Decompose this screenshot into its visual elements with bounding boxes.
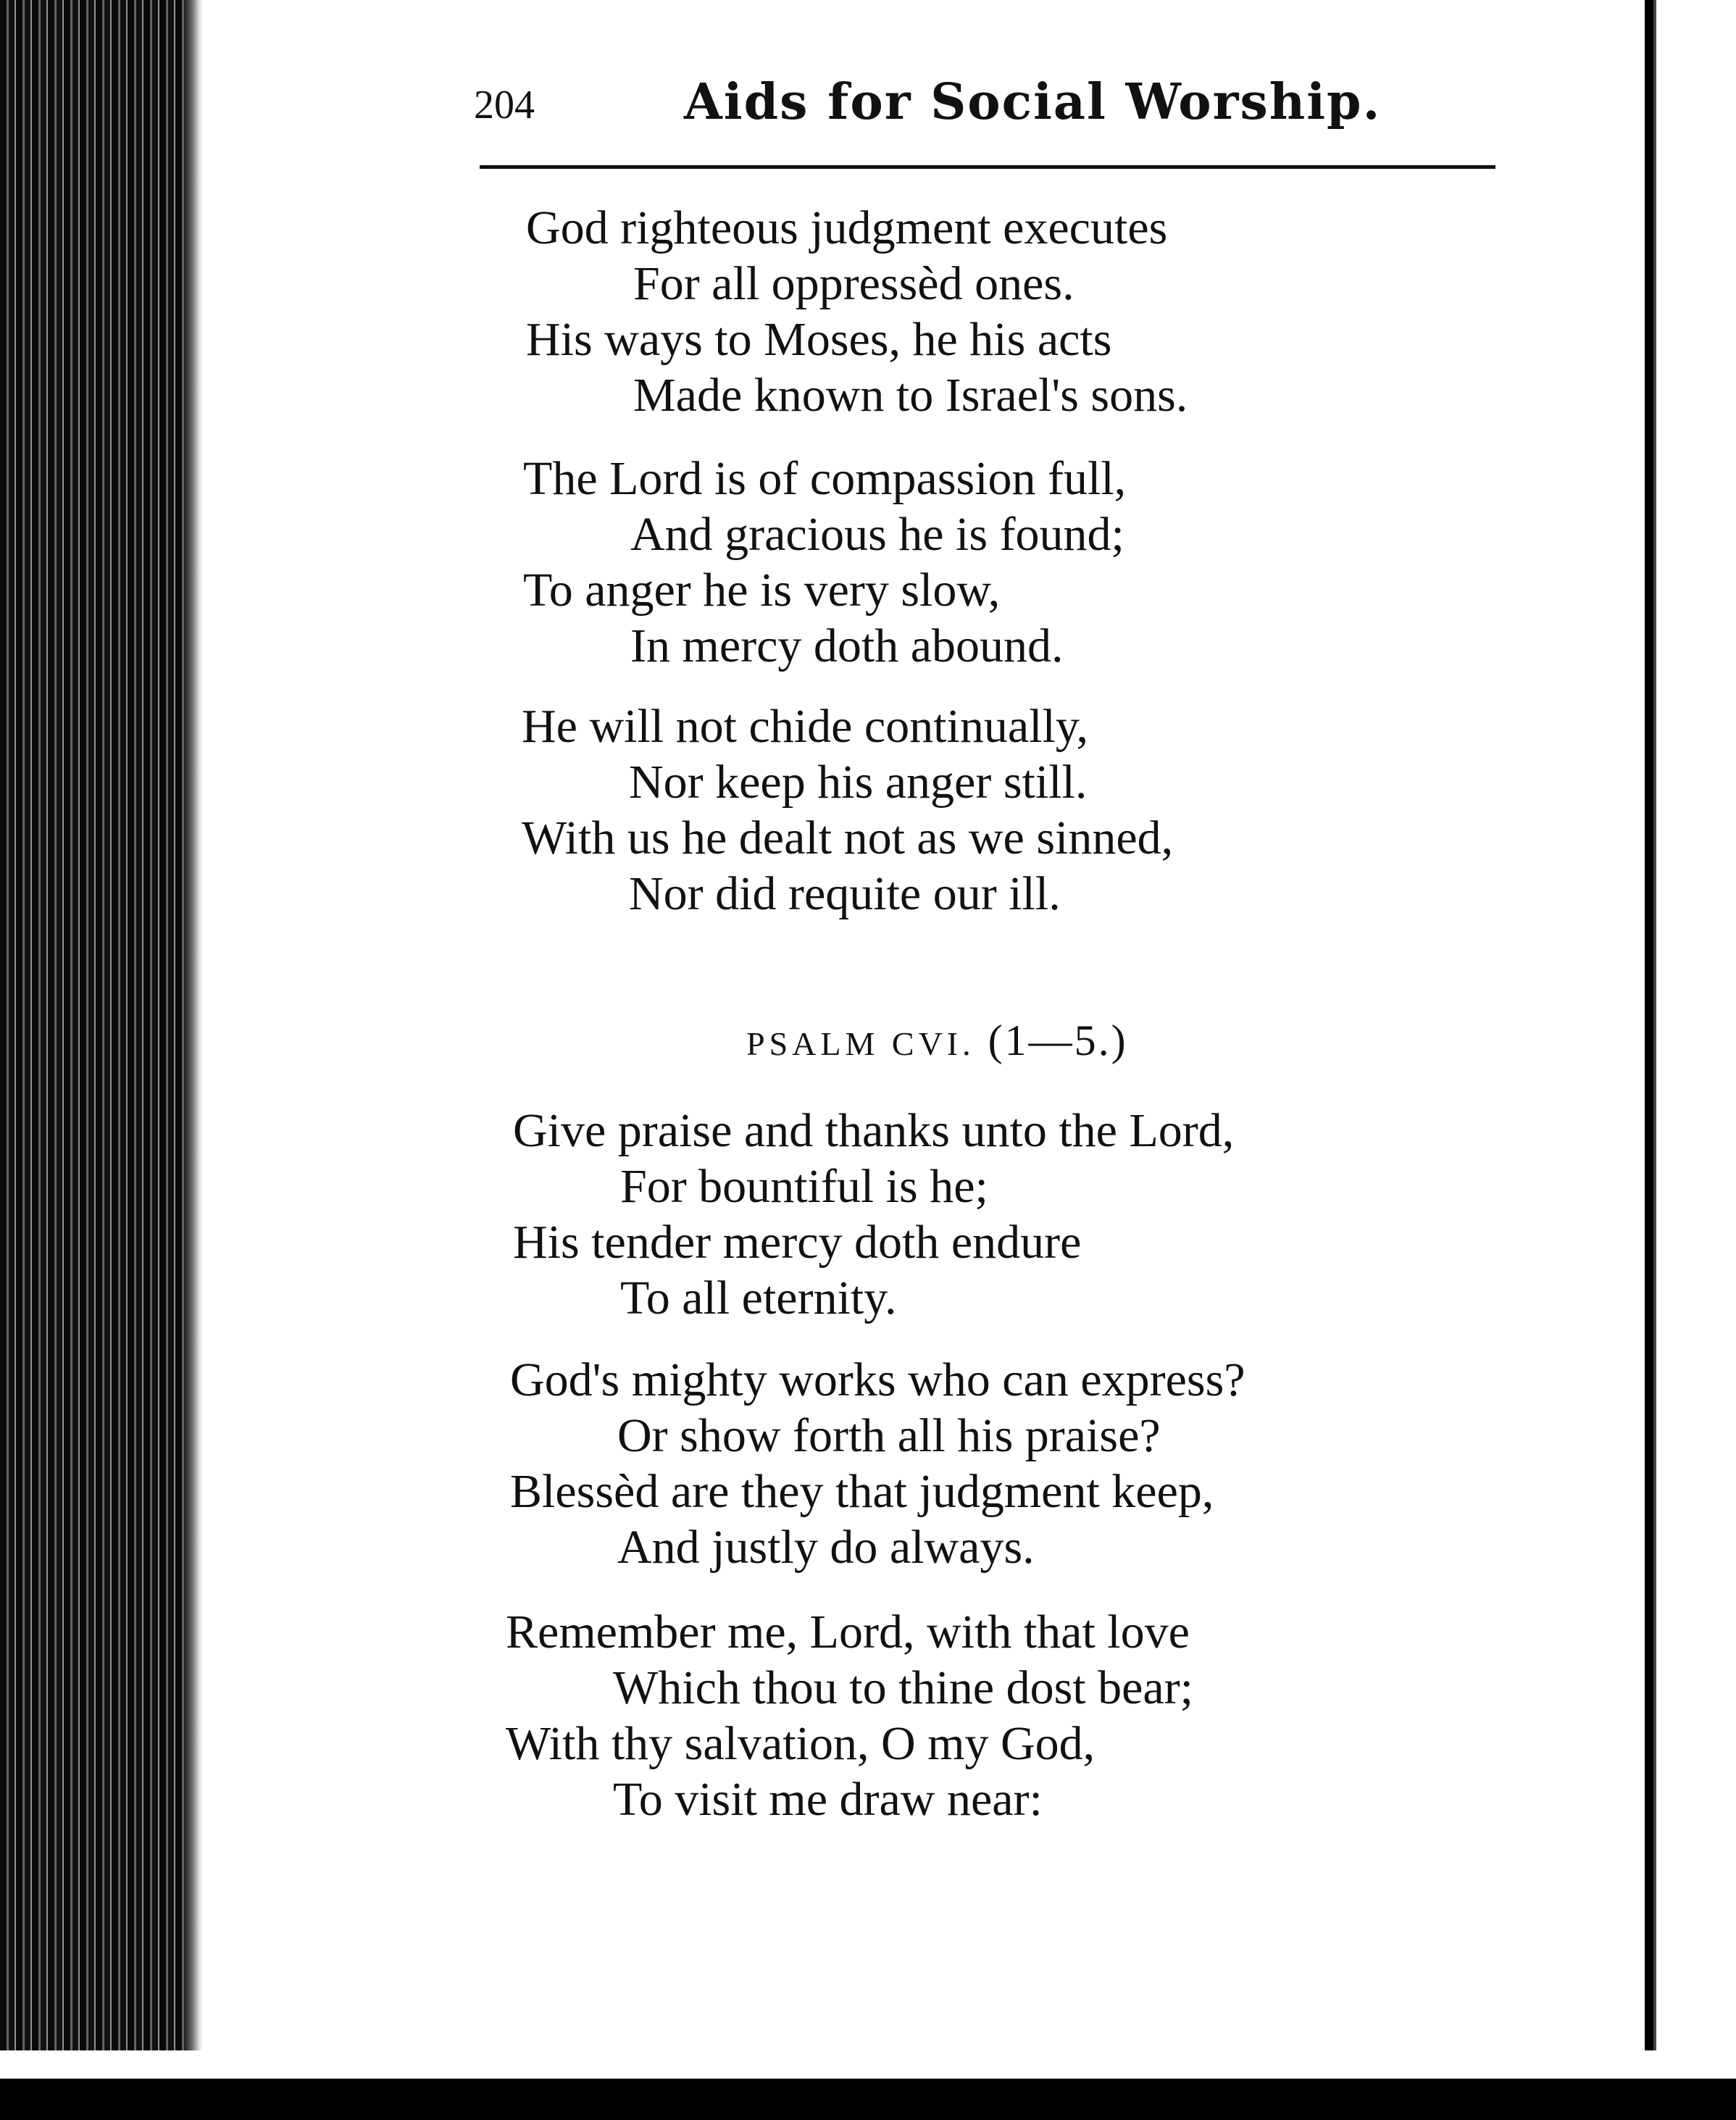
page-gutter-shadow	[184, 0, 203, 2120]
page-header	[474, 73, 1488, 149]
verse-line: To all eternity.	[620, 1272, 897, 1324]
verse-line: Nor did requite our ill.	[629, 867, 1061, 920]
verse-line: In mercy doth abound.	[630, 619, 1064, 672]
verse-line: His ways to Moses, he his acts	[526, 313, 1112, 366]
verse-line: Or show forth all his praise?	[617, 1409, 1161, 1462]
book-binding	[0, 0, 197, 2120]
verse-line: To anger he is very slow,	[523, 564, 1001, 617]
verse-line: Made known to Israel's sons.	[633, 369, 1188, 422]
verse-line: Give praise and thanks unto the Lord,	[513, 1104, 1235, 1157]
verse-line: To visit me draw near:	[613, 1773, 1043, 1826]
header-rule	[480, 165, 1495, 169]
psalm-verse-range: (1—5.)	[988, 1017, 1128, 1064]
verse-line: Nor keep his anger still.	[629, 756, 1088, 809]
verse-line: With thy salvation, O my God,	[506, 1717, 1096, 1770]
verse-line: Which thou to thine dost bear;	[613, 1661, 1193, 1714]
verse-line: Remember me, Lord, with that love	[506, 1606, 1190, 1658]
stanza	[526, 200, 1188, 423]
verse-line: The Lord is of compassion full,	[523, 452, 1127, 505]
verse-line: And justly do always.	[617, 1521, 1035, 1574]
verse-line: God righteous judgment executes	[526, 201, 1168, 254]
stanza	[522, 698, 1173, 922]
running-head: Aids for Social Worship.	[684, 73, 1382, 131]
verse-line: For all oppressèd ones.	[633, 257, 1074, 310]
verse-line: For bountiful is he;	[620, 1160, 988, 1213]
stanza	[523, 451, 1126, 674]
stanza	[513, 1103, 1234, 1326]
verse-line: His tender mercy doth endure	[513, 1216, 1082, 1269]
verse-line: He will not chide continually,	[522, 700, 1089, 753]
verse-line: Blessèd are they that judgment keep,	[510, 1465, 1214, 1518]
page-number: 204	[474, 83, 535, 128]
verse-line: God's mighty works who can express?	[510, 1353, 1245, 1406]
stanza	[506, 1604, 1193, 1827]
stanza	[510, 1352, 1245, 1575]
verse-line: And gracious he is found;	[630, 508, 1124, 561]
verse-line: With us he dealt not as we sinned,	[522, 811, 1174, 864]
psalm-title: PSALM CVI.	[746, 1025, 975, 1062]
right-page-edge-shadow	[1653, 0, 1656, 2072]
bottom-page-edge	[0, 2050, 1736, 2120]
psalm-heading	[746, 1016, 1128, 1066]
